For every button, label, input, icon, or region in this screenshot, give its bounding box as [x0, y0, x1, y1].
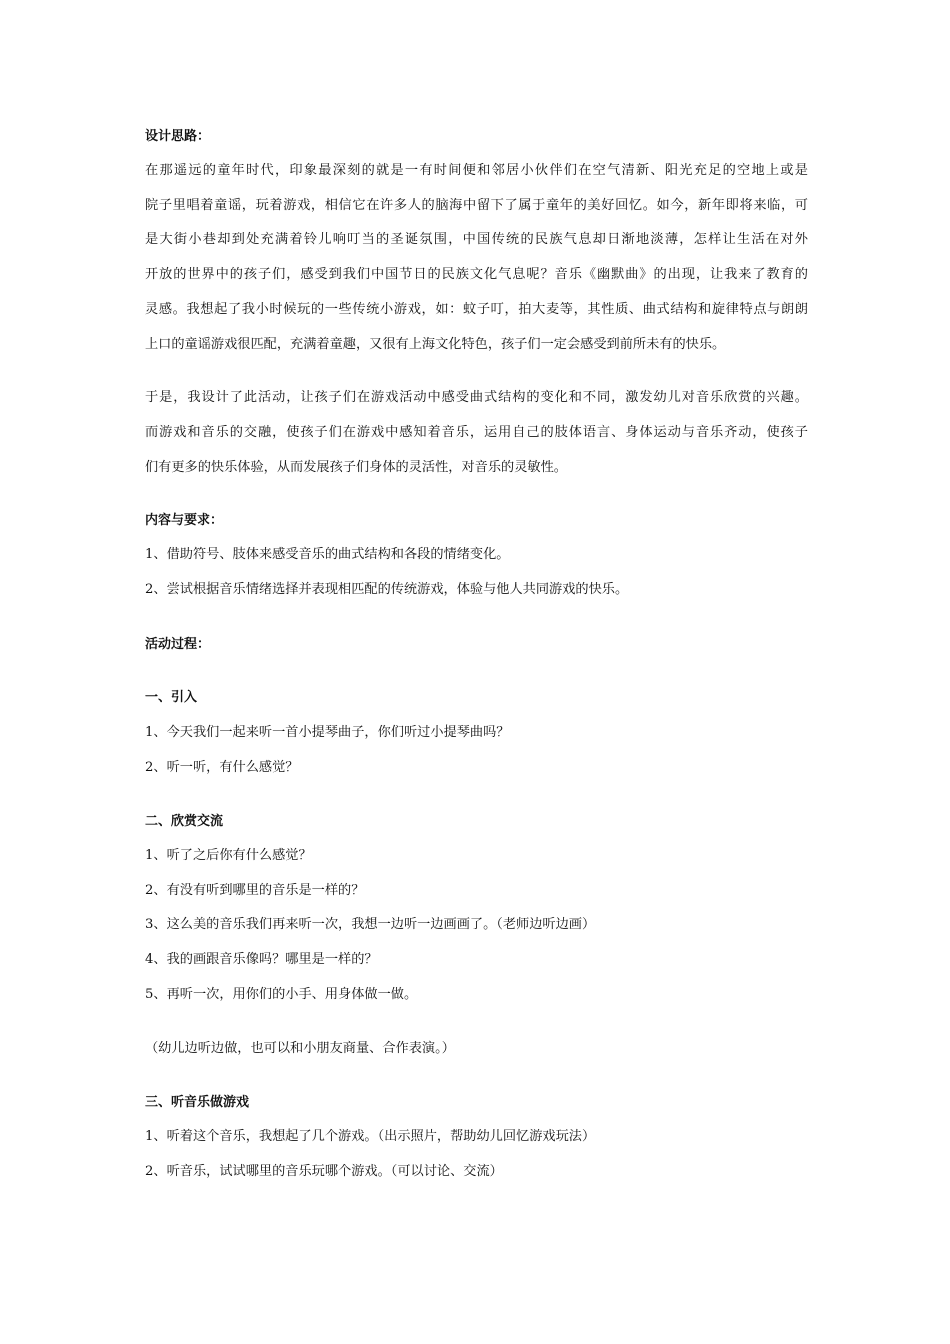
- design-heading: 设计思路：: [145, 129, 211, 144]
- design-para2-line: 们有更多的快乐体验，从而发展孩子们身体的灵活性，对音乐的灵敏性。: [145, 460, 567, 475]
- step1-item: 2、听一听，有什么感觉？: [145, 760, 299, 775]
- step3-item: 2、听音乐，试试哪里的音乐玩哪个游戏。（可以讨论、交流）: [145, 1164, 503, 1179]
- design-para1-line: 开放的世界中的孩子们，感受到我们中国节日的民族文化气息呢？音乐《幽默曲》的出现，让我来了教育的: [145, 267, 808, 282]
- design-para1-line: 灵感。我想起了我小时候玩的一些传统小游戏，如：蚊子叮，拍大麦等，其性质、曲式结构和旋律特点与朗朗: [145, 302, 808, 317]
- step3-item: 1、听着这个音乐，我想起了几个游戏。（出示照片，帮助幼儿回忆游戏玩法）: [145, 1129, 596, 1144]
- design-para2-line: 于是，我设计了此活动，让孩子们在游戏活动中感受曲式结构的变化和不同，激发幼儿对音乐欣赏的兴趣。: [145, 390, 808, 405]
- step2-item: 1、听了之后你有什么感觉？: [145, 848, 312, 863]
- step2-item: 2、有没有听到哪里的音乐是一样的？: [145, 883, 365, 898]
- content-item: 2、尝试根据音乐情绪选择并表现相匹配的传统游戏，体验与他人共同游戏的快乐。: [145, 582, 629, 597]
- step2-heading: 二、欣赏交流: [145, 814, 224, 829]
- design-para2-line: 而游戏和音乐的交融，使孩子们在游戏中感知着音乐，运用自己的肢体语言、身体运动与音乐齐动，使孩子: [145, 425, 808, 440]
- design-para1-line: 是大街小巷却到处充满着铃儿响叮当的圣诞氛围，中国传统的民族气息却日渐地淡薄，怎样让生活在对外: [145, 232, 808, 247]
- content-heading: 内容与要求：: [145, 513, 224, 528]
- step1-heading: 一、引入: [145, 690, 198, 705]
- step2-note: （幼儿边听边做，也可以和小朋友商量、合作表演。）: [145, 1041, 455, 1056]
- design-para1-line: 上口的童谣游戏很匹配，充满着童趣，又很有上海文化特色，孩子们一定会感受到前所未有的快乐。: [145, 337, 726, 352]
- step2-item: 4、我的画跟音乐像吗？哪里是一样的？: [145, 952, 378, 967]
- step2-item: 5、再听一次，用你们的小手、用身体做一做。: [145, 987, 418, 1002]
- process-heading: 活动过程：: [145, 637, 211, 652]
- design-para1-line: 院子里唱着童谣，玩着游戏，相信它在许多人的脑海中留下了属于童年的美好回忆。如今，新年即将来临，可: [145, 198, 808, 213]
- design-para1-line: 在那遥远的童年时代，印象最深刻的就是一有时间便和邻居小伙伴们在空气清新、阳光充足的空地上或是: [145, 163, 808, 178]
- step1-item: 1、今天我们一起来听一首小提琴曲子，你们听过小提琴曲吗？: [145, 725, 510, 740]
- step3-heading: 三、听音乐做游戏: [145, 1095, 250, 1110]
- step2-item: 3、这么美的音乐我们再来听一次，我想一边听一边画画了。（老师边听边画）: [145, 917, 596, 932]
- content-item: 1、借助符号、肢体来感受音乐的曲式结构和各段的情绪变化。: [145, 547, 510, 562]
